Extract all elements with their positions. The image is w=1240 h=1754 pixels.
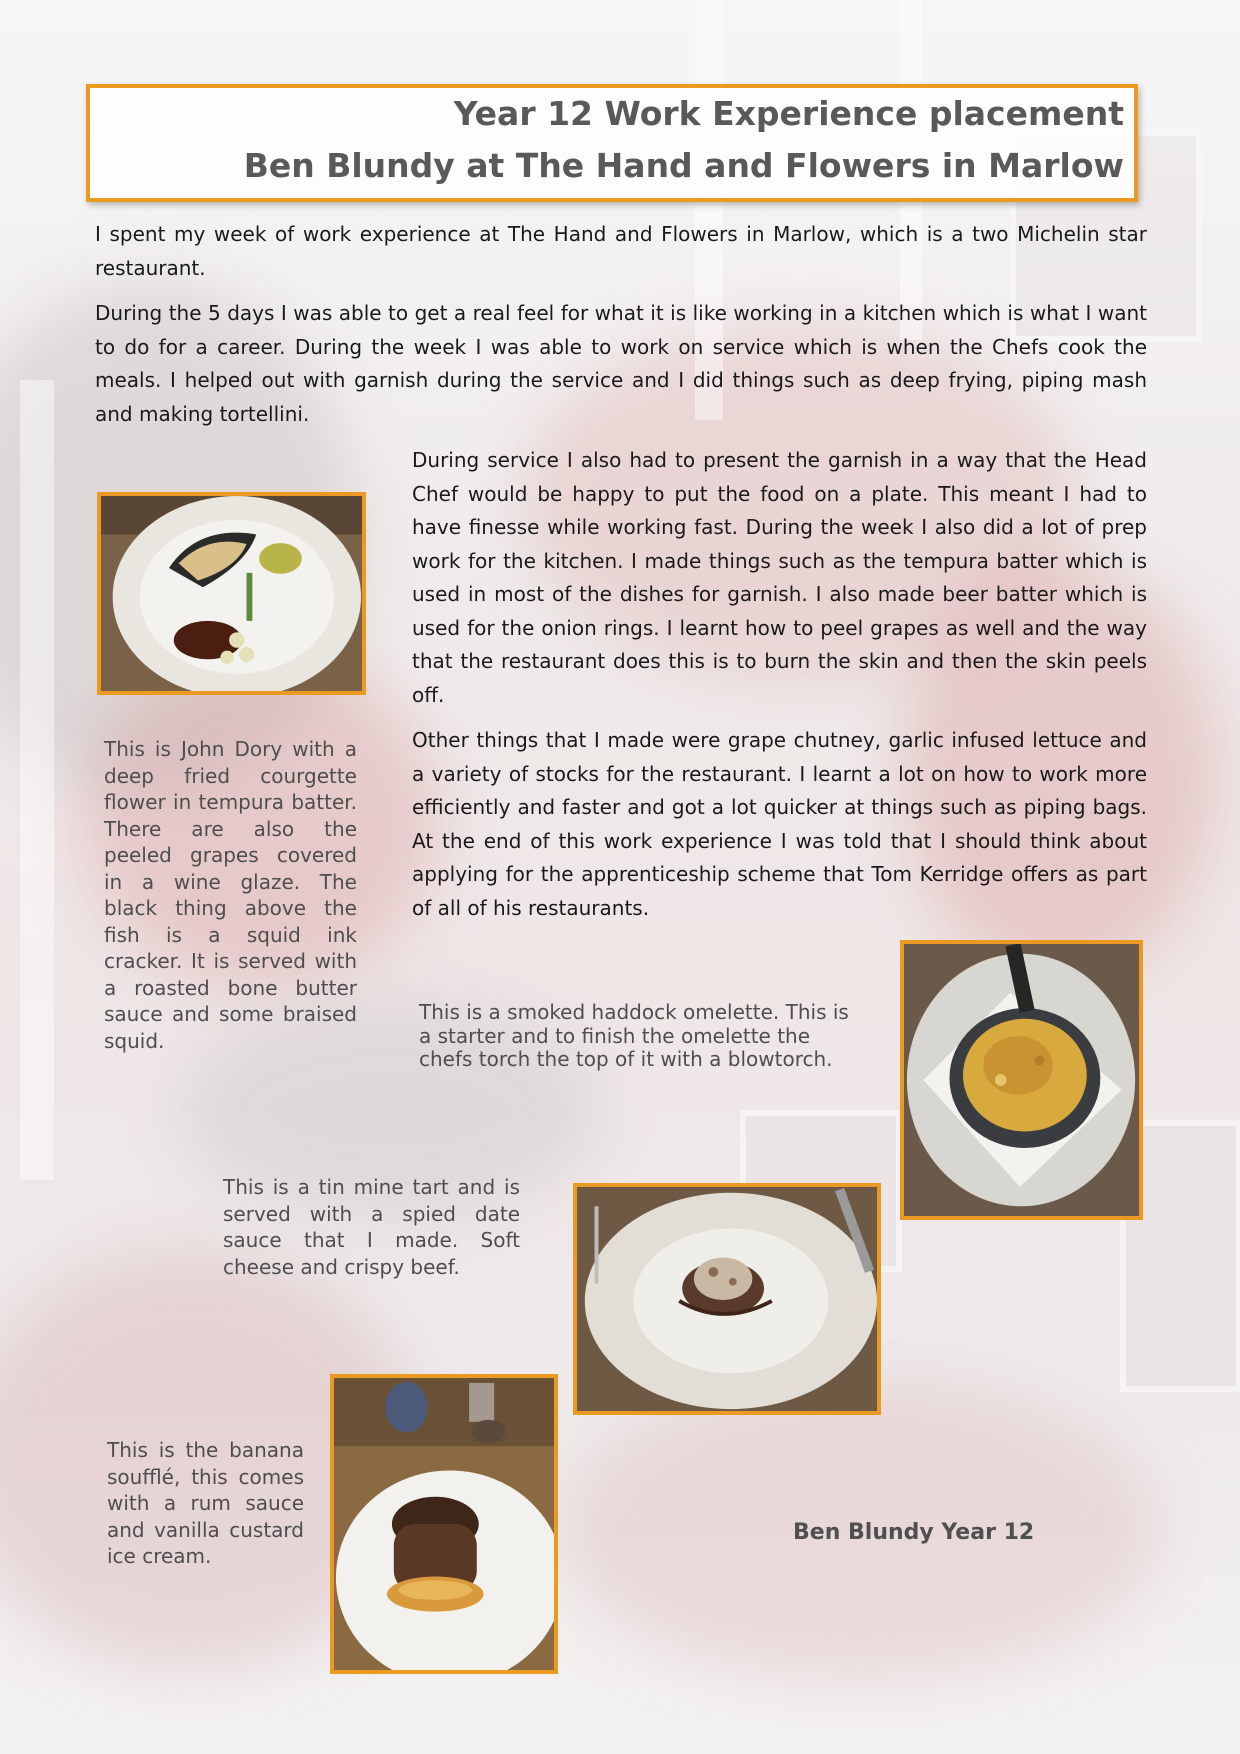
tin-mine-tart-photo — [573, 1183, 881, 1415]
john-dory-caption: This is John Dory with a deep fried courgette flower in tempura batter. There are also the peeled grapes covered in a wine glaze. The black thing above the fish is a squid ink cracker. It is served with a roasted bone butter sauce and some braised squid. — [104, 737, 357, 1053]
page-subtitle: Ben Blundy at The Hand and Flowers in Marlow — [243, 146, 1124, 185]
omelette-photo — [900, 940, 1143, 1220]
souffle-caption: This is the banana soufflé, this comes with a rum sauce and vanilla custard ice cream. — [107, 1438, 304, 1568]
omelette-caption: This is a smoked haddock omelette. This is a starter and to finish the omelette the chefs torch the top of it with a blowtorch. — [419, 1000, 849, 1071]
title-banner — [86, 84, 1138, 202]
page-title: Year 12 Work Experience placement — [453, 94, 1124, 133]
tart-caption: This is a tin mine tart and is served with a spied date sauce that I made. Soft cheese and crispy beef. — [223, 1175, 520, 1279]
banana-souffle-photo — [330, 1374, 558, 1674]
intro-paragraph: I spent my week of work experience at The Hand and Flowers in Marlow, which is a two Michelin star restaurant. — [95, 222, 1147, 280]
john-dory-photo — [97, 492, 366, 695]
apprenticeship-paragraph: Other things that I made were grape chutney, garlic infused lettuce and a variety of stocks for the restaurant. I learnt a lot on how to work more efficiently and faster and got a lot quicker at things such as piping bags. At the end of this work experience I was told that I should think about applying for the apprenticeship scheme that Tom Kerridge offers as part of all of his restaurants. — [412, 728, 1147, 920]
author-signature: Ben Blundy Year 12 — [793, 1520, 1035, 1545]
prep-paragraph: During service I also had to present the garnish in a way that the Head Chef would be happy to put the food on a plate. This meant I had to have finesse while working fast. During the week I also did a lot of prep work for the kitchen. I made things such as the tempura batter which is used in most of the dishes for garnish. I also made beer batter which is used for the onion rings. I learnt how to peel grapes as well and the way that the restaurant does this is to burn the skin and then the skin peels off. — [412, 448, 1147, 707]
service-paragraph: During the 5 days I was able to get a real feel for what it is like working in a kitchen which is what I want to do for a career. During the week I was able to work on service which is when the Chefs cook the meals. I helped out with garnish during the service and I did things such as deep frying, piping mash and making tortellini. — [95, 301, 1147, 426]
